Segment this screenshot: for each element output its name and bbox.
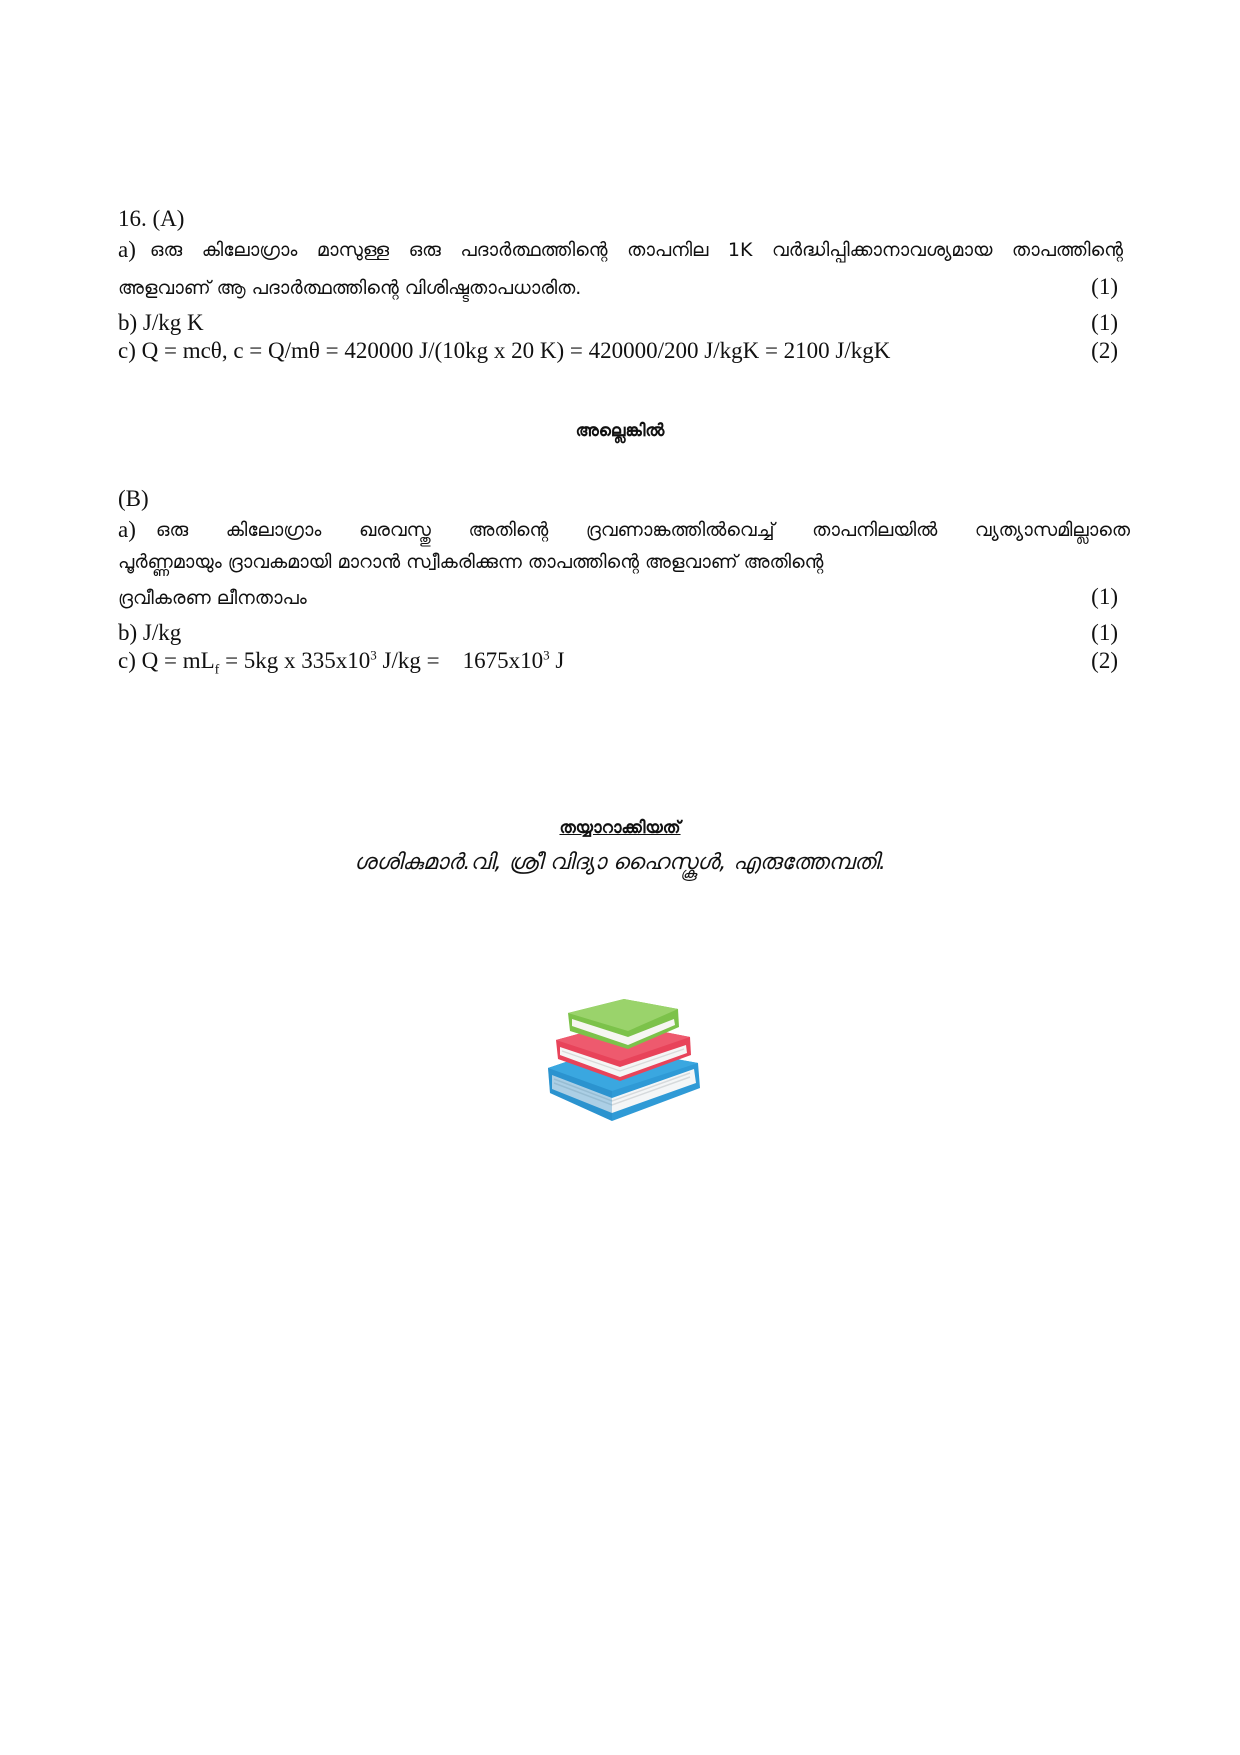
- part-a-c-answer: c) Q = mcθ, c = Q/mθ = 420000 J/(10kg x 20 K) = 420000/200 J/kgK = 2100 J/kgK: [118, 338, 891, 363]
- part-a-answer-a-line1: [118, 236, 1123, 264]
- question-heading-b: (B): [118, 486, 149, 511]
- part-b-b-answer: b) J/kg: [118, 620, 182, 645]
- books-stack-icon: [540, 995, 710, 1135]
- prepared-by-label: തയ്യാറാക്കിയത്: [559, 818, 681, 838]
- part-b-c-text2: = 5kg x 335x10: [219, 648, 371, 673]
- part-a-a-mark: (1): [1091, 274, 1118, 299]
- part-b-a-prefix: a): [118, 517, 136, 542]
- part-b-c-answer: [118, 647, 1118, 678]
- or-separator: അല്ലെങ്കിൽ: [575, 421, 665, 441]
- part-a-a-prefix: a): [118, 237, 136, 262]
- part-b-c-text4: J: [549, 648, 565, 673]
- part-a-a-text-line1: ഒരു കിലോഗ്രാം മാസുള്ള ഒരു പദാർത്ഥത്തിന്റെ താപനില 1K വർദ്ധിപ്പിക്കാനാവശ്യമായ താപത്തിന്റെ: [149, 239, 1123, 261]
- part-b-b-mark: (1): [1091, 620, 1118, 645]
- part-b-a-text-line3: ദ്രവീകരണ ലീനതാപം: [118, 587, 307, 609]
- part-b-c-mark: (2): [1091, 648, 1118, 673]
- part-b-a-text-line2: പൂർണ്ണമായും ദ്രാവകമായി മാറാൻ സ്വീകരിക്കുന്ന താപത്തിന്റെ അളവാണ് അതിന്റെ: [118, 551, 824, 573]
- part-b-c-superscript2: 3: [543, 647, 550, 663]
- part-b-c-superscript1: 3: [370, 647, 377, 663]
- part-b-answer-a-line1: [118, 516, 1130, 544]
- author-line: ശശികുമാർ.വി, ശ്രീ വിദ്യാ ഹൈസ്കൂൾ, എരുത്തേമ്പതി.: [354, 850, 886, 875]
- part-b-a-text-line1: ഒരു കിലോഗ്രാം ഖരവസ്തു അതിന്റെ ദ്രവണാങ്കത്തിൽവെച്ച് താപനിലയിൽ വ്യത്യാസമില്ലാതെ: [155, 519, 1130, 541]
- part-a-a-text-line2: അളവാണ് ആ പദാർത്ഥത്തിന്റെ വിശിഷ്ടതാപധാരിത.: [118, 277, 582, 299]
- part-a-b-answer: b) J/kg K: [118, 310, 204, 335]
- part-b-c-text3: J/kg = 1675x10: [376, 648, 544, 673]
- part-a-b-mark: (1): [1091, 310, 1118, 335]
- part-b-c-text1: c) Q = mL: [118, 648, 215, 673]
- question-heading-a: 16. (A): [118, 206, 185, 231]
- part-a-c-mark: (2): [1091, 338, 1118, 363]
- part-b-a-mark: (1): [1091, 584, 1118, 609]
- part-b-c-subscript: f: [214, 662, 220, 678]
